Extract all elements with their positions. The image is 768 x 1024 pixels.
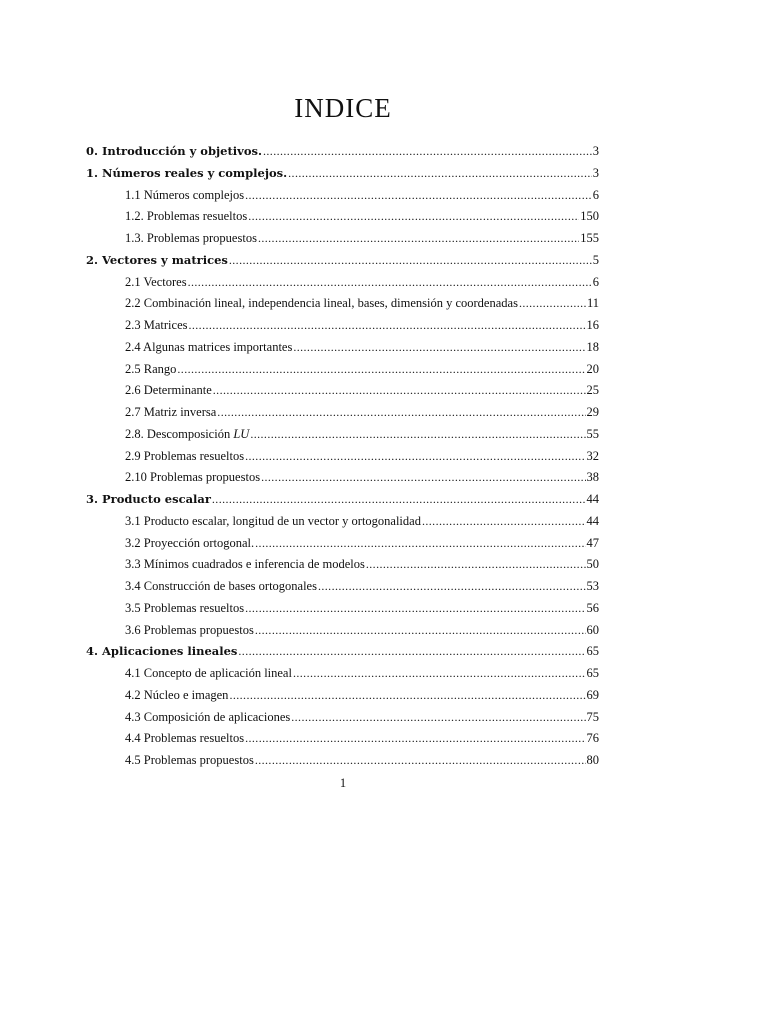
toc-section-entry[interactable] <box>86 467 599 489</box>
toc-section-entry[interactable] <box>86 750 599 772</box>
toc-entry-label-text: 3.3 Mínimos cuadrados e inferencia de modelos <box>125 557 365 572</box>
toc-section-entry[interactable] <box>86 402 599 424</box>
dot-leader <box>293 663 586 685</box>
dot-leader <box>263 141 592 163</box>
toc-entry-label <box>125 685 228 707</box>
toc-entry-label <box>125 554 365 576</box>
toc-entry-label-text: 2.7 Matriz inversa <box>125 405 217 419</box>
toc-entry-label-text: 3.4 Construcción de bases ortogonales <box>125 579 317 593</box>
toc-entry-label-text: 4.4 Problemas resueltos <box>125 731 245 746</box>
toc-section-entry[interactable] <box>86 554 599 576</box>
toc-entry-label-text: 3. Producto escalar <box>86 492 211 506</box>
toc-entry-page: 16 <box>586 318 599 332</box>
dot-leader <box>255 750 586 772</box>
toc-entry-label <box>125 728 244 750</box>
toc-entry-page: 38 <box>586 470 599 485</box>
dot-leader <box>248 206 579 228</box>
toc-entry-page: 50 <box>586 557 599 572</box>
toc-entry-page: 80 <box>586 753 599 767</box>
dot-leader <box>422 511 586 533</box>
toc-entry-label <box>125 228 257 250</box>
toc-entry-label <box>125 424 249 446</box>
toc-entry-label-text: 2.3 Matrices <box>125 318 188 332</box>
toc-entry-label-text: 2.10 Problemas propuestos <box>125 470 261 485</box>
toc-entry-page: 55 <box>586 426 599 441</box>
dot-leader <box>261 467 585 489</box>
dot-leader <box>291 707 585 729</box>
dot-leader <box>229 250 592 272</box>
toc-entry-label <box>125 293 518 315</box>
toc-section-entry[interactable] <box>86 511 599 533</box>
toc-entry-page: 32 <box>586 448 599 463</box>
toc-section-entry[interactable] <box>86 228 599 250</box>
dot-leader <box>238 641 585 663</box>
toc-entry-label <box>125 598 244 620</box>
toc-entry-label <box>125 663 292 685</box>
toc-entry-page: 76 <box>586 731 599 746</box>
toc-entry-label-text: 4.3 Composición de aplicaciones <box>125 709 291 724</box>
toc-entry-page: 60 <box>586 622 599 637</box>
toc-entry-label <box>125 272 187 294</box>
toc-entry-page: 47 <box>586 535 599 550</box>
toc-entry-page: 44 <box>586 492 599 506</box>
toc-entry-page: 20 <box>586 361 599 376</box>
toc-entry-page: 5 <box>592 252 599 267</box>
table-of-contents <box>86 141 599 772</box>
toc-section-entry[interactable] <box>86 206 599 228</box>
toc-entry-label <box>125 750 254 772</box>
toc-entry-label-text: 4.2 Núcleo e imagen <box>125 687 229 702</box>
toc-section-entry[interactable] <box>86 185 599 207</box>
toc-entry-label <box>86 641 237 663</box>
dot-leader <box>245 185 592 207</box>
dot-leader <box>245 598 585 620</box>
toc-entry-label <box>125 359 176 381</box>
dot-leader <box>188 315 585 337</box>
toc-section-entry[interactable] <box>86 728 599 750</box>
toc-section-entry[interactable] <box>86 293 599 315</box>
toc-entry-page: 44 <box>586 513 599 528</box>
toc-entry-label-text: 1.2. Problemas resueltos <box>125 209 248 224</box>
dot-leader <box>288 163 592 185</box>
toc-entry-page: 6 <box>592 274 599 289</box>
toc-entry-label <box>125 185 244 207</box>
toc-entry-page: 155 <box>580 231 599 245</box>
toc-section-entry[interactable] <box>86 337 599 359</box>
toc-entry-page: 29 <box>586 405 599 419</box>
toc-entry-page: 3 <box>592 144 599 158</box>
toc-entry-page: 65 <box>586 644 599 659</box>
toc-entry-label <box>125 402 216 424</box>
toc-entry-label <box>86 489 211 511</box>
dot-leader <box>245 446 585 468</box>
toc-entry-page: 18 <box>586 339 599 354</box>
toc-section-entry[interactable] <box>86 707 599 729</box>
dot-leader <box>212 489 586 511</box>
toc-entry-page: 3 <box>592 165 599 180</box>
toc-entry-page: 6 <box>592 187 599 202</box>
toc-section-entry[interactable] <box>86 380 599 402</box>
toc-entry-label <box>86 250 228 272</box>
dot-leader <box>213 380 586 402</box>
toc-section-entry[interactable] <box>86 272 599 294</box>
toc-entry-label <box>125 707 290 729</box>
toc-entry-label <box>125 533 254 555</box>
toc-entry-label-text: 2.5 Rango <box>125 361 177 376</box>
toc-entry-label-text: 1.1 Números complejos <box>125 187 245 202</box>
toc-entry-label-text: 2.1 Vectores <box>125 274 187 289</box>
dot-leader <box>258 228 579 250</box>
toc-entry-label <box>86 163 287 185</box>
toc-section-entry[interactable] <box>86 576 599 598</box>
toc-entry-label-text: 3.5 Problemas resueltos <box>125 600 245 615</box>
toc-entry-page: 75 <box>586 709 599 724</box>
toc-entry-label-text: 3.1 Producto escalar, longitud de un vector y ortogonalidad <box>125 513 421 528</box>
toc-entry-label-text: 4.5 Problemas propuestos <box>125 753 254 767</box>
toc-chapter-entry[interactable] <box>86 163 599 185</box>
toc-section-entry[interactable] <box>86 663 599 685</box>
toc-entry-label-text: 2.2 Combinación lineal, independencia lineal, bases, dimensión y coordenadas <box>125 296 518 311</box>
toc-chapter-entry[interactable] <box>86 489 599 511</box>
toc-entry-label <box>125 576 317 598</box>
page-number: 1 <box>339 776 347 790</box>
toc-chapter-entry[interactable] <box>86 250 599 272</box>
dot-leader <box>217 402 585 424</box>
toc-entry-page: 53 <box>586 579 599 593</box>
toc-entry-label <box>125 467 260 489</box>
toc-entry-label <box>125 206 247 228</box>
toc-entry-page: 65 <box>586 666 599 680</box>
page-title: INDICE <box>294 93 392 123</box>
dot-leader <box>245 728 585 750</box>
dot-leader <box>519 293 586 315</box>
dot-leader <box>255 533 585 555</box>
toc-entry-label-text: 3.2 Proyección ortogonal. <box>125 535 255 550</box>
toc-entry-page: 69 <box>586 687 599 702</box>
toc-section-entry[interactable] <box>86 598 599 620</box>
toc-entry-page: 56 <box>586 600 599 615</box>
toc-entry-label-text: 2.9 Problemas resueltos <box>125 448 245 463</box>
dot-leader <box>255 620 586 642</box>
dot-leader <box>318 576 586 598</box>
toc-entry-label <box>125 511 421 533</box>
toc-entry-label-italic: LU <box>233 426 250 441</box>
toc-entry-page: 11 <box>586 296 599 311</box>
toc-section-entry[interactable] <box>86 685 599 707</box>
toc-entry-label-text: 1.3. Problemas propuestos <box>125 231 257 245</box>
toc-entry-label-text: 3.6 Problemas propuestos <box>125 622 254 637</box>
dot-leader <box>250 424 585 446</box>
toc-section-entry[interactable] <box>86 620 599 642</box>
toc-entry-label <box>125 315 187 337</box>
toc-entry-label-text: 4.1 Concepto de aplicación lineal <box>125 666 292 680</box>
dot-leader <box>293 337 585 359</box>
toc-section-entry[interactable] <box>86 359 599 381</box>
toc-section-entry[interactable] <box>86 533 599 555</box>
toc-section-entry[interactable] <box>86 424 599 446</box>
toc-entry-page: 150 <box>580 209 599 224</box>
toc-chapter-entry[interactable] <box>86 641 599 663</box>
toc-section-entry[interactable] <box>86 446 599 468</box>
toc-entry-label-text: 1. Números reales y complejos. <box>86 165 288 180</box>
toc-entry-label <box>125 620 254 642</box>
dot-leader <box>366 554 586 576</box>
toc-entry-label-text: 2.6 Determinante <box>125 383 212 398</box>
toc-chapter-entry[interactable] <box>86 141 599 163</box>
toc-entry-label <box>125 380 212 402</box>
dot-leader <box>177 359 585 381</box>
toc-entry-label-text: 2.8. Descomposición <box>125 426 234 441</box>
toc-entry-label-text: 2.4 Algunas matrices importantes <box>125 339 293 354</box>
toc-entry-page: 25 <box>586 383 599 398</box>
toc-entry-label <box>125 446 244 468</box>
toc-section-entry[interactable] <box>86 315 599 337</box>
dot-leader <box>229 685 585 707</box>
toc-entry-label-text: 4. Aplicaciones lineales <box>86 644 238 659</box>
toc-entry-label-text: 2. Vectores y matrices <box>86 252 228 267</box>
toc-entry-label <box>86 141 262 163</box>
dot-leader <box>188 272 592 294</box>
toc-entry-label-text: 0. Introducción y objetivos. <box>86 144 262 158</box>
toc-entry-label <box>125 337 292 359</box>
